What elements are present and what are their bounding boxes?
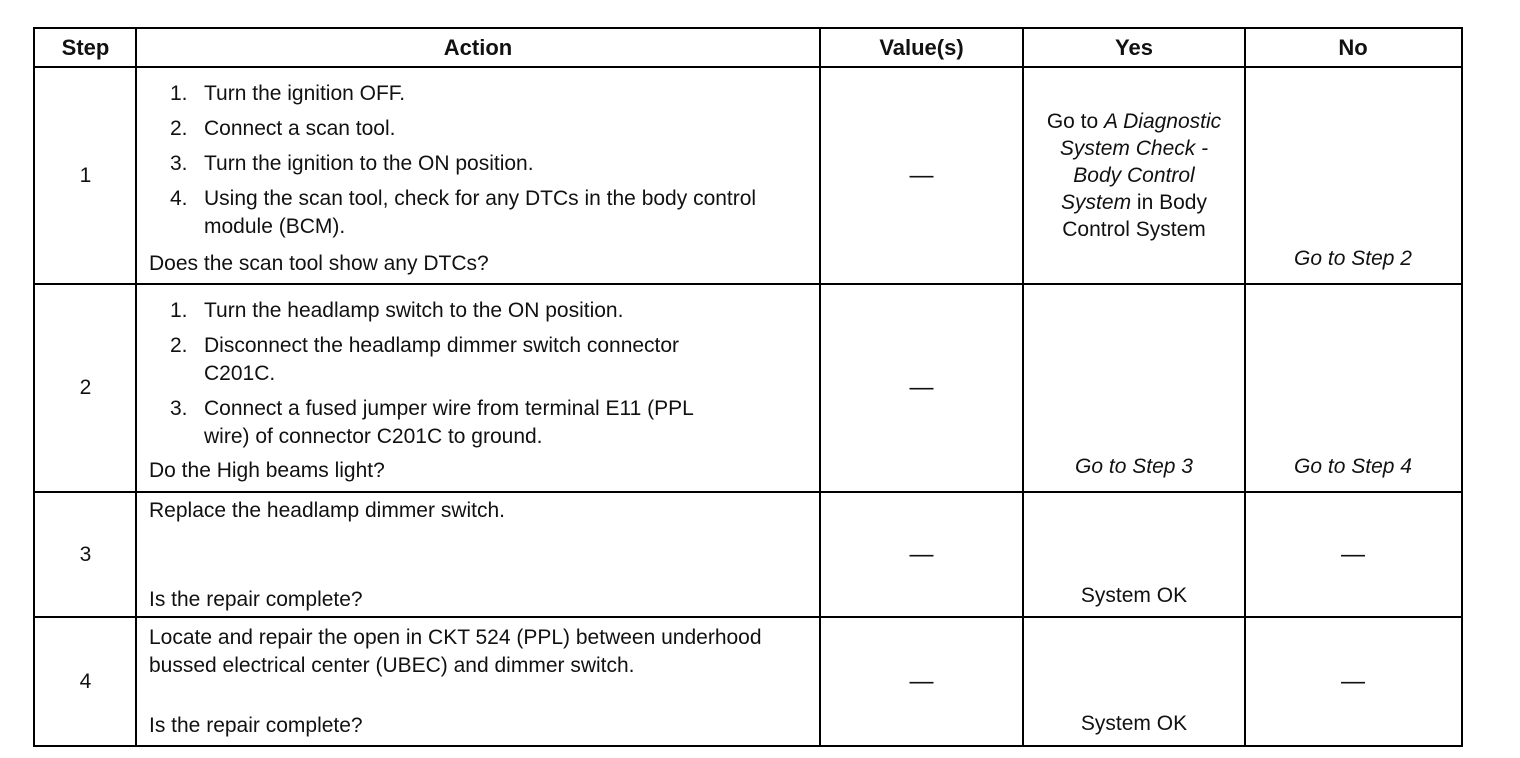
step-number: 1 bbox=[79, 163, 92, 187]
step-number: 3 bbox=[79, 542, 92, 566]
action-cell bbox=[136, 68, 820, 283]
no-cell: — bbox=[1341, 667, 1365, 695]
table-row-step-1 bbox=[35, 68, 1461, 285]
diagnostic-table bbox=[33, 27, 1463, 747]
table-row-step-4 bbox=[35, 618, 1461, 745]
no-cell: — bbox=[1341, 540, 1365, 568]
value-cell: — bbox=[909, 667, 934, 695]
value-cell: — bbox=[909, 540, 934, 568]
diagnostic-link[interactable]: A Diagnostic System Check - Body Control System bbox=[1059, 110, 1222, 214]
header-no: No bbox=[1338, 34, 1368, 60]
column-divider bbox=[1022, 29, 1024, 745]
column-divider bbox=[135, 29, 137, 745]
action-cell bbox=[136, 493, 820, 616]
header-yes: Yes bbox=[1115, 34, 1153, 60]
action-question: Do the High beams light? bbox=[149, 459, 385, 482]
yes-cell bbox=[1023, 493, 1245, 616]
table-row-step-2 bbox=[35, 285, 1461, 493]
action-text: Replace the headlamp dimmer switch. bbox=[149, 499, 505, 522]
action-item: 2. Connect a scan tool. bbox=[170, 117, 396, 140]
table-row-step-3 bbox=[35, 493, 1461, 618]
yes-cell bbox=[1023, 285, 1245, 491]
action-question: Is the repair complete? bbox=[149, 714, 363, 737]
action-item: 2. Disconnect the headlamp dimmer switch connector C201C. bbox=[170, 334, 680, 385]
action-question: Does the scan tool show any DTCs? bbox=[149, 252, 489, 275]
header-action: Action bbox=[443, 34, 513, 60]
action-item: 4. Using the scan tool, check for any DTCs in the body control module (BCM). bbox=[170, 187, 757, 238]
action-item: 3. Connect a fused jumper wire from terminal E11 (PPL wire) of connector C201C to ground. bbox=[170, 397, 694, 448]
header-step: Step bbox=[61, 34, 110, 60]
action-text: Locate and repair the open in CKT 524 (PPL) between underhood bussed electrical center (UBEC) and dimmer switch. bbox=[149, 626, 762, 677]
step-number: 4 bbox=[79, 669, 92, 693]
action-cell bbox=[136, 618, 820, 745]
yes-outcome: Go to A Diagnostic System Check - Body Control System in Body Control System bbox=[1046, 110, 1222, 241]
action-item: 3. Turn the ignition to the ON position. bbox=[170, 152, 534, 175]
action-item: 1. Turn the headlamp switch to the ON position. bbox=[170, 299, 624, 322]
action-steps bbox=[136, 80, 780, 248]
header-values: Value(s) bbox=[879, 34, 964, 60]
step-number: 2 bbox=[79, 376, 92, 399]
yes-cell bbox=[1023, 618, 1245, 745]
column-divider bbox=[819, 29, 821, 745]
no-cell bbox=[1245, 285, 1461, 491]
header-row bbox=[35, 29, 1461, 68]
no-cell bbox=[1245, 68, 1461, 283]
yes-outcome: System OK bbox=[1080, 584, 1188, 607]
action-question: Is the repair complete? bbox=[149, 588, 363, 611]
no-outcome[interactable]: Go to Step 4 bbox=[1294, 455, 1412, 478]
action-item: 1. Turn the ignition OFF. bbox=[170, 82, 406, 105]
yes-outcome[interactable]: Go to Step 3 bbox=[1075, 455, 1193, 478]
action-cell bbox=[136, 285, 820, 491]
yes-outcome: System OK bbox=[1080, 712, 1188, 735]
column-divider bbox=[1244, 29, 1246, 745]
value-cell: — bbox=[909, 374, 934, 401]
yes-cell bbox=[1023, 68, 1245, 283]
value-cell: — bbox=[909, 161, 934, 189]
action-steps bbox=[136, 297, 700, 458]
no-outcome[interactable]: Go to Step 2 bbox=[1294, 247, 1412, 270]
